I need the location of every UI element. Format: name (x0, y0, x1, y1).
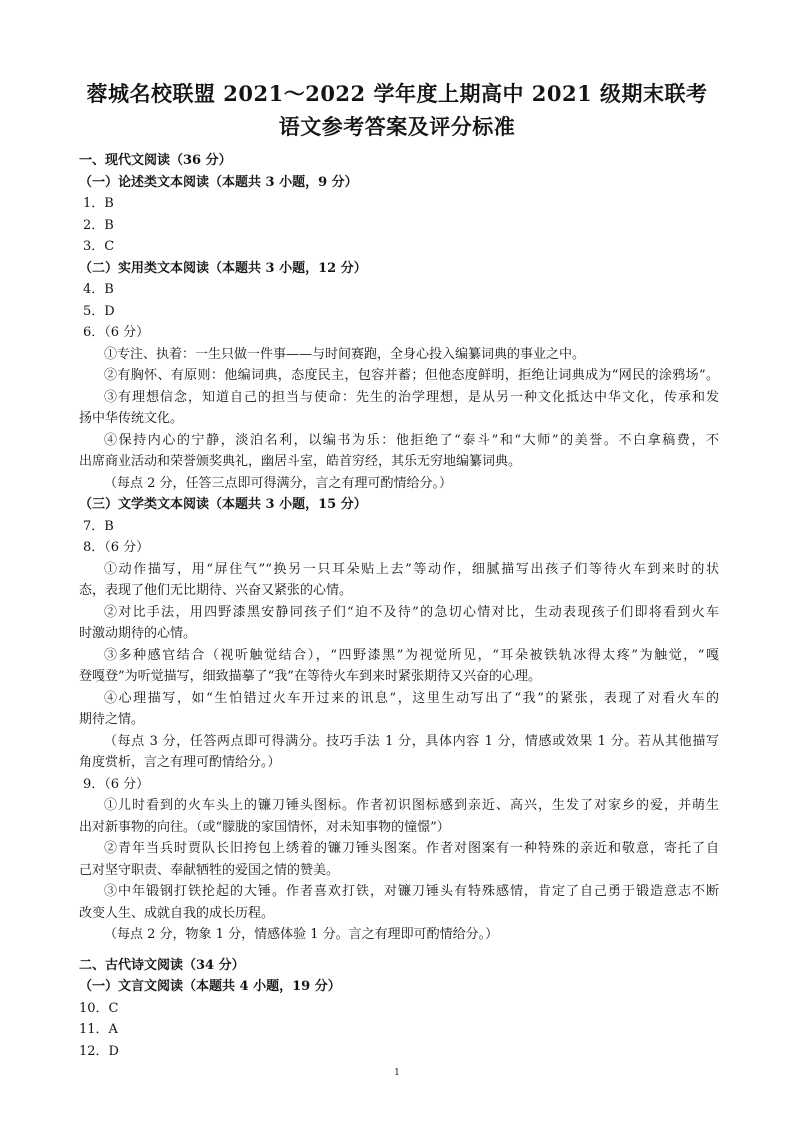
document-title: 蓉城名校联盟 2021～2022 学年度上期高中 2021 级期末联考 (86, 81, 708, 106)
answer-paragraph-continuation: 期待之情。 (79, 712, 145, 727)
section-heading: 一、现代文阅读（36 分） (79, 153, 232, 168)
answer-item: 5．D (83, 303, 115, 319)
section-heading: （一）论述类文本阅读（本题共 3 小题，9 分） (79, 174, 358, 190)
answer-paragraph: （每点 2 分，任答三点即可得满分，言之有理可酌情给分。） (104, 475, 453, 491)
answer-paragraph: （每点 3 分，任答两点即可得满分。技巧手法 1 分，具体内容 1 分，情感或效果 1 分。若从其他描写 (104, 733, 719, 749)
page-number: 1 (394, 1068, 400, 1078)
answer-item: 1．B (83, 196, 114, 211)
answer-paragraph-continuation: 时激动期待的心情。 (79, 626, 197, 641)
section-heading: （二）实用类文本阅读（本题共 3 小题，12 分） (79, 260, 367, 276)
document-subtitle: 语文参考答案及评分标准 (278, 114, 516, 139)
answer-item: 12．D (79, 1043, 119, 1059)
answer-item: 7．B (83, 518, 114, 534)
answer-paragraph: ③中年锻钢打铁抡起的大锤。作者喜欢打铁，对镰刀锤头有特殊感情，肯定了自己勇于锻造意志不断 (104, 884, 719, 899)
answer-paragraph: ③多种感官结合（视听触觉结合），“四野漆黑”为视觉所见，“耳朵被铁轨冰得太疼”为触觉，“嘎 (104, 647, 719, 663)
answer-key-body (79, 150, 719, 1062)
answer-paragraph: ④心理描写，如“生怕错过火车开过来的讯息”，这里生动写出了“我”的紧张，表现了对看火车的 (104, 690, 719, 706)
answer-item: 2．B (83, 217, 114, 233)
section-heading: （一）文言文阅读（本题共 4 小题，19 分） (79, 979, 341, 994)
section-heading: （三）文学类文本阅读（本题共 3 小题，15 分） (79, 497, 367, 512)
answer-paragraph-continuation: 登嘎登”为听觉描写，细致描摹了“我”在等待火车到来时紧张期待又兴奋的心理。 (79, 669, 541, 684)
answer-paragraph-continuation: 出席商业活动和荣誉颁奖典礼，幽居斗室，皓首穷经，其乐无穷地编纂词典。 (79, 454, 522, 469)
answer-item: 11．A (79, 1022, 118, 1037)
answer-paragraph: （每点 2 分，物象 1 分，情感体验 1 分。言之有理即可酌情给分。） (104, 927, 499, 942)
answer-item: 10．C (79, 1000, 119, 1016)
answer-paragraph: ②青年当兵时贾队长旧挎包上绣着的镰刀锤头图案。作者对图案有一种特殊的亲近和敬意，寄托了自 (104, 841, 719, 856)
answer-item: 6．（6 分） (83, 325, 150, 340)
answer-paragraph: ②对比手法，用四野漆黑安静同孩子们“迫不及待”的急切心情对比，生动表现孩子们即将看到火车 (104, 604, 719, 620)
answer-paragraph: ①儿时看到的火车头上的镰刀锤头图标。作者初识图标感到亲近、高兴，生发了对家乡的爱，并萌生 (104, 798, 719, 813)
answer-paragraph: ③有理想信念，知道自己的担当与使命：先生的治学理想，是从另一种文化抵达中华文化，传承和发 (104, 389, 719, 405)
answer-paragraph-continuation: 改变人生、成就自我的成长历程。 (79, 905, 275, 921)
answer-paragraph-continuation: 角度赏析，言之有理可酌情给分。） (79, 755, 281, 770)
answer-item: 8．（6 分） (83, 540, 150, 555)
answer-item: 9．（6 分） (83, 776, 150, 792)
answer-item: 4．B (83, 282, 114, 297)
answer-item: 3．C (83, 239, 115, 254)
answer-paragraph: ②有胸怀、有原则：他编词典，态度民主，包容并蓄；但他态度鲜明，拒绝让词典成为“网民的涂鸦场”。 (104, 368, 719, 383)
section-gap (79, 946, 719, 955)
answer-paragraph-continuation: 态，表现了他们无比期待、兴奋又紧张的心情。 (79, 583, 353, 598)
answer-paragraph-continuation: 扬中华传统文化。 (79, 411, 184, 426)
answer-paragraph-continuation: 己对坚守职责、奉献牺牲的爱国之情的赞美。 (79, 862, 340, 878)
answer-paragraph-continuation: 出对新事物的向往。（或“朦胧的家国情怀，对未知事物的憧憬”） (79, 819, 450, 835)
section-heading: 二、古代诗文阅读（34 分） (79, 957, 245, 973)
answer-paragraph: ④保持内心的宁静，淡泊名利，以编书为乐：他拒绝了“泰斗”和“大师”的美誉。不白拿稿费，不 (104, 432, 719, 448)
answer-paragraph: ①动作描写，用“屏住气”“换另一只耳朵贴上去”等动作，细腻描写出孩子们等待火车到来时的状 (104, 561, 719, 577)
answer-paragraph: ①专注、执着：一生只做一件事——与时间赛跑，全身心投入编纂词典的事业之中。 (104, 346, 586, 362)
